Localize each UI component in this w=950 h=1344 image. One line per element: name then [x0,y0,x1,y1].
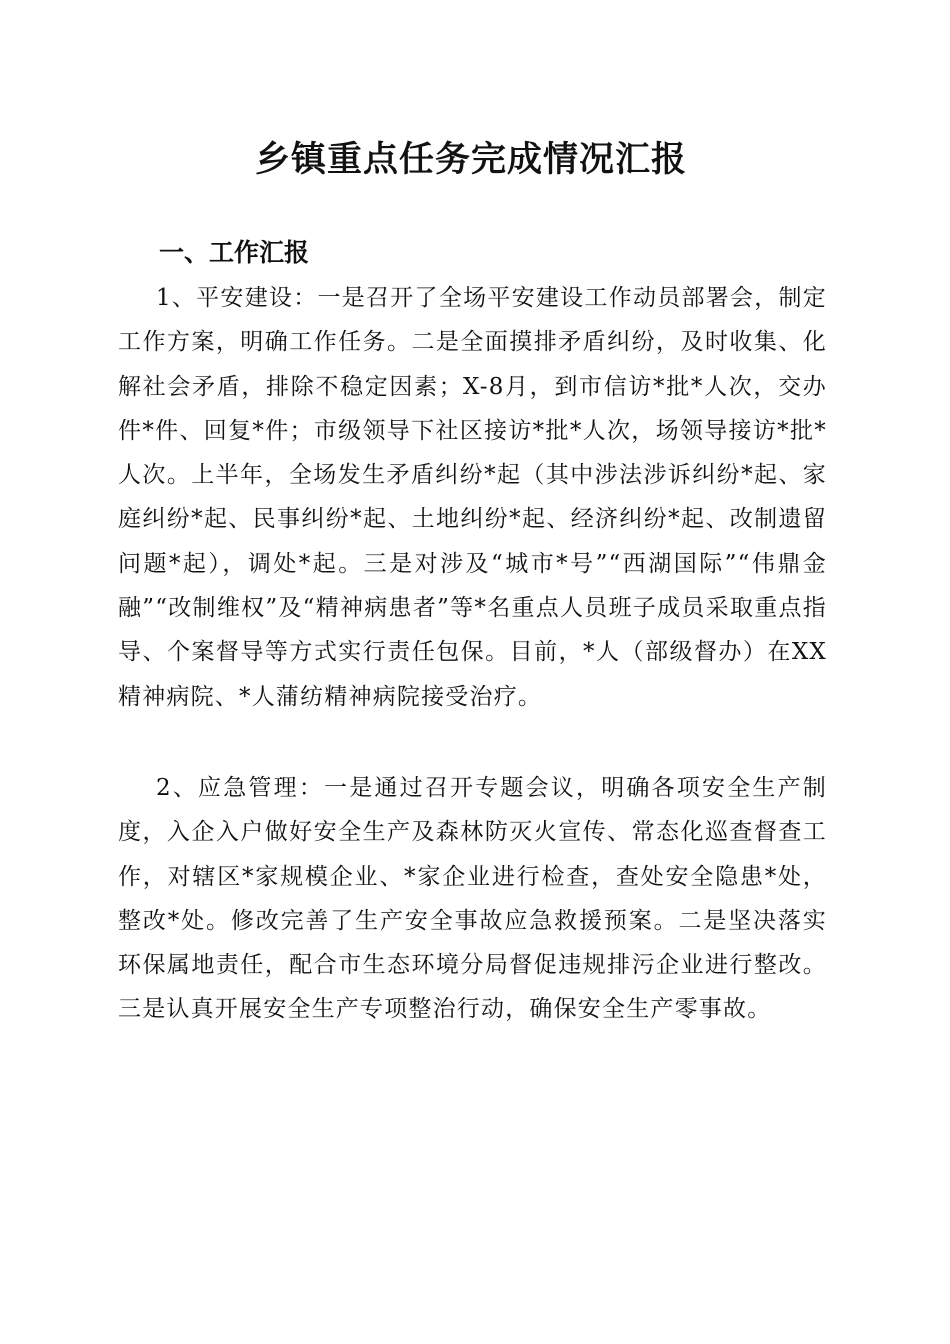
section-heading: 一、工作汇报 [159,238,310,267]
paragraph-safety-construction: 1、平安建设：一是召开了全场平安建设工作动员部署会，制定工作方案，明确工作任务。二是全面摸排矛盾纠纷，及时收集、化解社会矛盾，排除不稳定因素；X-8月，到市信访*批*人次，交办件*件、回复*件；市级领导下社区接访*批*人次，场领导接访*批*人次。上半年，全场发生矛盾纠纷*起（其中涉法涉诉纠纷*起、家庭纠纷*起、民事纠纷*起、土地纠纷*起、经济纠纷*起、改制遗留问题*起），调处*起。三是对涉及“城市*号”“西湖国际”“伟鼎金融”“改制维权”及“精神病患者”等*名重点人员班子成员采取重点指导、个案督导等方式实行责任包保。目前，*人（部级督办）在XX精神病院、*人蒲纺精神病院接受治疗。 [118,285,827,710]
paragraph-emergency-management: 2、应急管理：一是通过召开专题会议，明确各项安全生产制度，入企入户做好安全生产及森林防灭火宣传、常态化巡查督查工作，对辖区*家规模企业、*家企业进行检查，查处安全隐患*处，整改*处。修改完善了生产安全事故应急救援预案。二是坚决落实环保属地责任，配合市生态环境分局督促违规排污企业进行整改。三是认真开展安全生产专项整治行动，确保安全生产零事故。 [118,775,827,1023]
page-title: 乡镇重点任务完成情况汇报 [254,139,687,180]
